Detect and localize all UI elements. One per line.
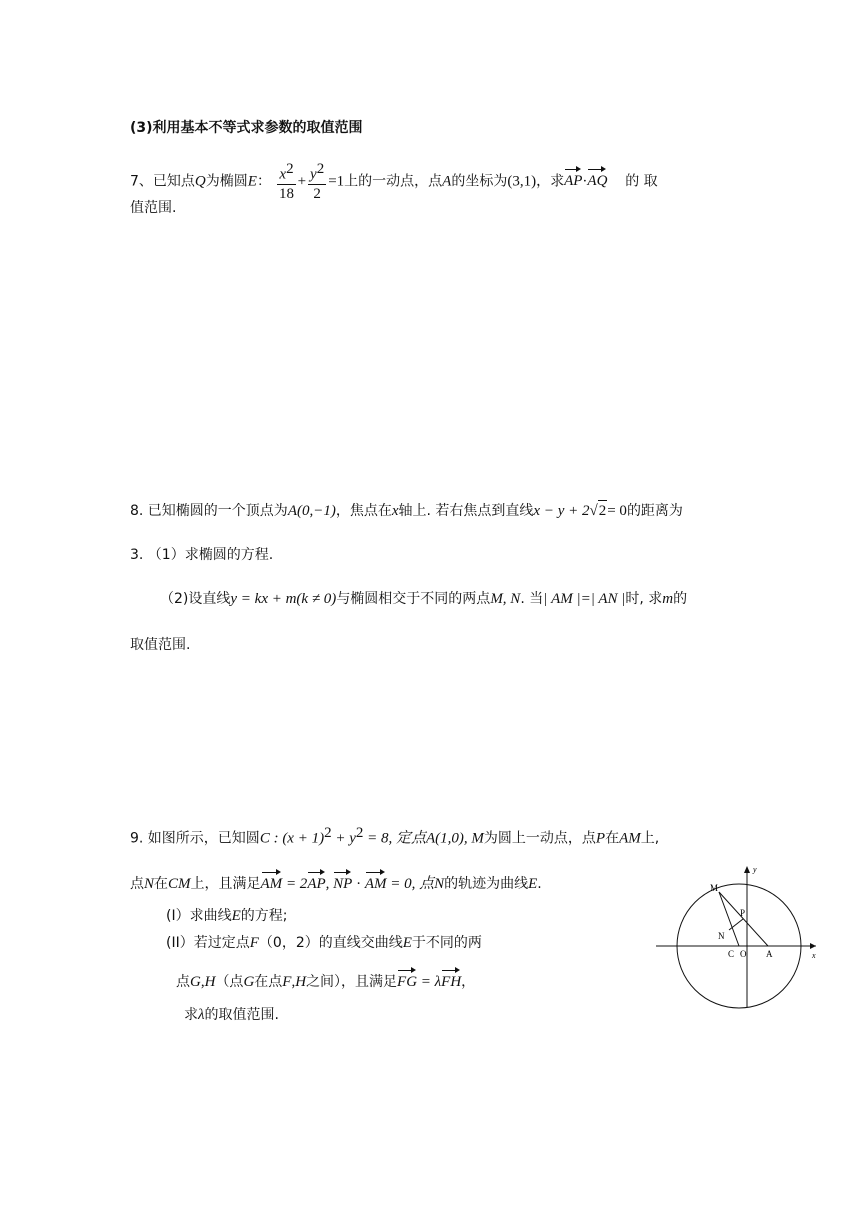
q8-points-mn: M, N [490, 591, 521, 607]
question-8-line4: 取值范围. [130, 637, 191, 653]
q7-text: 为椭圆 [205, 173, 248, 190]
q8-abs-condition: | AM |=| AN | [543, 591, 626, 607]
q9-point-f: F [249, 935, 259, 951]
q9-vector-am: AM [365, 870, 387, 894]
q9-eq2: = 2 [282, 876, 308, 892]
q7-ellipse-e: E [247, 173, 257, 190]
label-a: A [766, 949, 773, 959]
q9-text: 点 [130, 876, 144, 892]
q9-vector-am: AM [261, 870, 283, 894]
q7-eq1: =1 [328, 173, 345, 190]
q9-point-p: P [595, 830, 606, 847]
q9-sep: , [200, 974, 205, 990]
q9-vector-np: NP [333, 870, 352, 894]
q9-vector-fh: FH [441, 968, 461, 992]
q9-plus-y: + y [331, 830, 356, 847]
q7-x: x [279, 166, 287, 183]
q7-fraction-x: $\frac{x^2}{18}$ [278, 161, 294, 202]
q9-figure [652, 862, 822, 1012]
question-8-line1: 8. 已知椭圆的一个顶点为A(0,−1)，焦点在x轴上. 若右焦点到直线x − y + 2√2= 0的距离为 [130, 500, 683, 521]
q7-dot: · [582, 173, 588, 190]
label-y: y [753, 865, 757, 874]
label-p: P [740, 908, 746, 918]
q9-segment-cm: CM [168, 876, 191, 892]
q9-text: 之间），且满足 [306, 974, 398, 990]
q8-text: ，焦点在 [335, 503, 392, 519]
question-9-line2 [130, 870, 542, 894]
q8-line-eq: x − y + 2 [533, 503, 590, 519]
q9-text: 在 [154, 876, 169, 892]
q9-text: 的取值范围. [204, 1007, 279, 1023]
question-8-line3 [160, 589, 687, 609]
q9-text: 上，且满足 [190, 876, 261, 892]
q9-eq-lambda: = λ [417, 974, 442, 990]
q8-text: （2)设直线 [160, 591, 231, 607]
question-9-part1 [166, 906, 287, 926]
q9-text: 于不同的两 [411, 935, 482, 951]
q9-point-g: G [190, 974, 201, 990]
q7-point-a: A [442, 173, 452, 190]
q9-vector-fg: FG [397, 968, 417, 992]
question-7-line1 [130, 160, 658, 203]
q9-vector-ap: AP [307, 870, 325, 894]
q7-text: 上的一动点，点 [344, 173, 443, 190]
q9-circle-eq: C : (x + 1) [259, 830, 325, 847]
q9-text: （点 [215, 974, 244, 990]
y-axis-arrow-icon [744, 866, 750, 873]
label-o: O [740, 949, 747, 959]
q9-comma: , [325, 876, 334, 892]
q7-plus: + [297, 173, 307, 190]
q8-sqrt: 2 [598, 500, 608, 521]
q8-text: 的距离为 [626, 503, 683, 519]
label-n: N [718, 931, 725, 941]
segment-am [719, 892, 768, 946]
q8-text: 8. 已知椭圆的一个顶点为 [130, 503, 288, 519]
question-7-line2: 值范围. [130, 200, 177, 216]
q9-point-h: H [204, 974, 216, 990]
q9-point-h: H [295, 974, 307, 990]
question-9-part2 [166, 933, 482, 953]
q9-text: 在点 [254, 974, 283, 990]
q9-text: 在 [605, 830, 620, 847]
section-heading: (3)利用基本不等式求参数的取值范围 [130, 120, 363, 136]
q9-curve-e: E [402, 935, 412, 951]
q8-x: x [391, 503, 399, 519]
q7-den-2: 2 [313, 185, 321, 202]
q9-text: 9. 如图所示，已知圆 [130, 830, 260, 847]
q9-lambda: λ [198, 1007, 205, 1023]
q7-point-q: Q [194, 173, 206, 190]
q9-point-f: F [282, 974, 292, 990]
q7-vector-ap: AP [564, 167, 582, 191]
question-9-part2-line2 [176, 968, 475, 992]
question-8-line2: 3. （1）求椭圆的方程. [130, 547, 274, 563]
q7-number: 7 [130, 173, 139, 190]
q7-text: 、已知点 [138, 173, 195, 190]
q9-point-n: N [144, 876, 155, 892]
q9-circle-rest: = 8, 定点A(1,0), M [363, 830, 484, 847]
question-9-line1 [130, 823, 659, 849]
q7-text: 的 取 [625, 173, 658, 190]
q9-curve-e: E [231, 908, 241, 924]
q9-sep: , [291, 974, 296, 990]
q7-text: 的坐标为 [451, 173, 508, 190]
label-x: x [812, 951, 816, 960]
q8-text: 的 [673, 591, 688, 607]
q9-text: 上, [640, 830, 660, 847]
q7-text: ，求 [536, 173, 565, 190]
q7-den-18: 18 [278, 185, 294, 202]
q9-dot: · [352, 876, 365, 892]
label-c: C [728, 949, 735, 959]
q9-text: 的轨迹为曲线 [444, 876, 529, 892]
q7-colon: ： [256, 173, 271, 190]
q9-text: 求 [184, 1007, 198, 1023]
q9-text: (I）求曲线 [166, 908, 232, 924]
q9-text: 为圆上一动点，点 [483, 830, 596, 847]
q9-square: 2 [355, 825, 364, 841]
label-m: M [710, 883, 719, 893]
q7-coord-a: (3,1) [507, 173, 537, 190]
q8-line-equation: y = kx + m(k ≠ 0) [230, 591, 337, 607]
q9-segment-am: AM [619, 830, 641, 847]
q9-eq0: = 0, 点N [386, 876, 445, 892]
q8-text: . 当 [520, 591, 544, 607]
q9-text: ， [461, 974, 476, 990]
q8-text: 与椭圆相交于不同的两点 [336, 591, 491, 607]
q8-param-m: m [662, 591, 674, 607]
q9-curve-e: E [528, 876, 538, 892]
q9-square: 2 [324, 825, 332, 841]
question-9-part2-line3 [184, 1005, 279, 1025]
q9-text: 点 [176, 974, 190, 990]
q8-vertex-a: A(0,−1) [287, 503, 336, 519]
q8-text: 轴上. 若右焦点到直线 [398, 503, 534, 519]
q8-text: 时, 求 [625, 591, 663, 607]
q9-period: . [537, 876, 542, 892]
q9-point-g: G [243, 974, 255, 990]
q9-text: （0，2）的直线交曲线 [258, 935, 403, 951]
q7-y: y [310, 166, 317, 183]
q7-vector-aq: AQ [587, 167, 607, 191]
q9-text: (II）若过定点 [166, 935, 250, 951]
q7-fraction-y: $\frac{y^2}{2}$ [310, 161, 325, 202]
x-axis-arrow-icon [810, 943, 816, 949]
q9-text: 的方程; [240, 908, 288, 924]
q8-eq0: = 0 [607, 503, 627, 519]
